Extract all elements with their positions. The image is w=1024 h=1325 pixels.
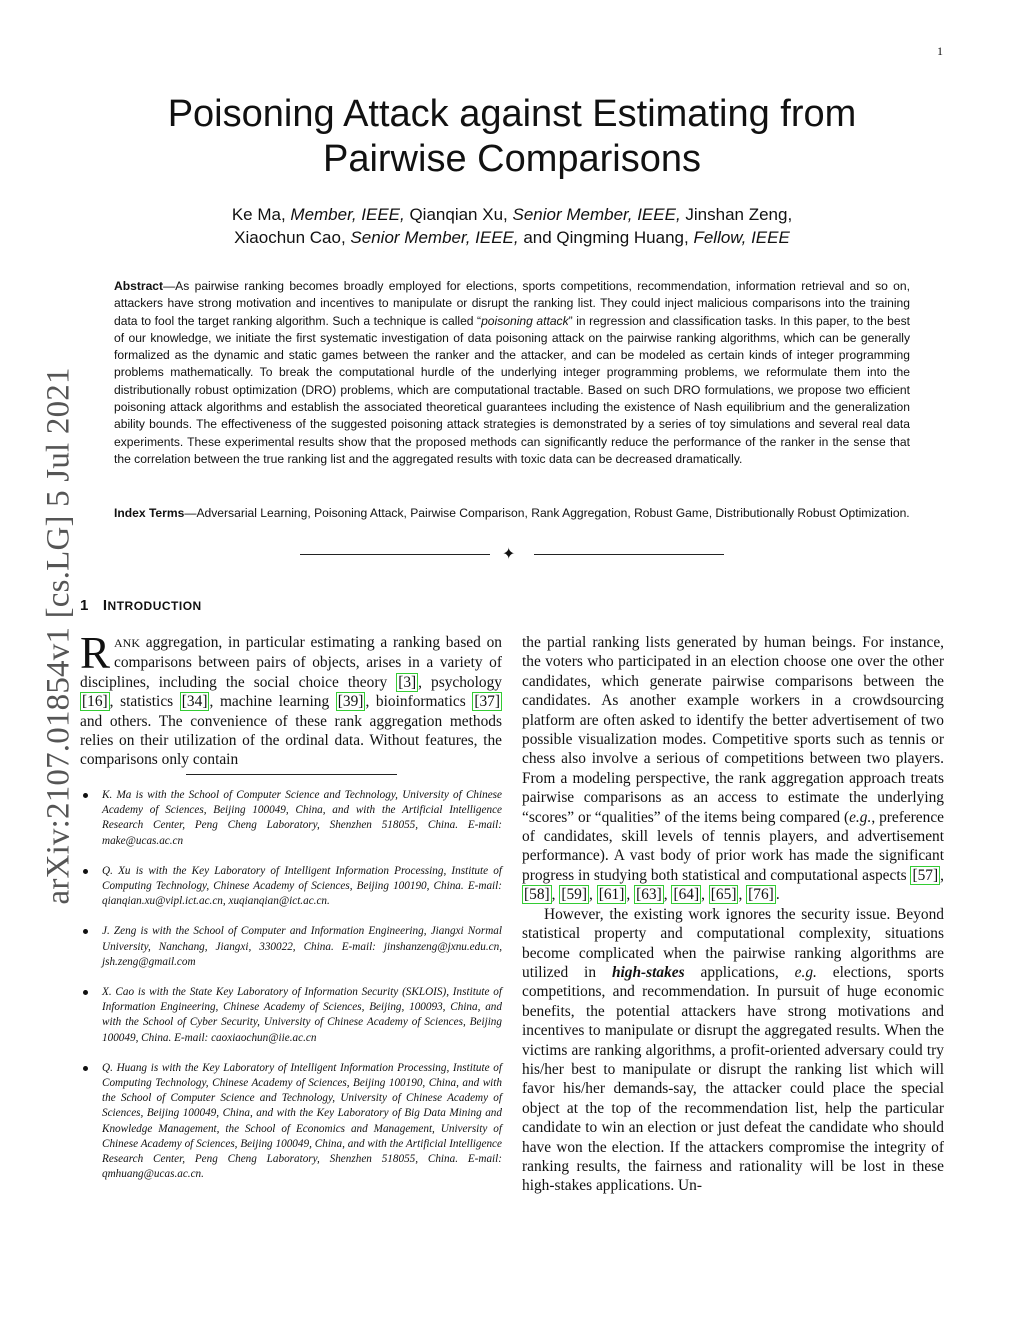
page-number: 1 bbox=[937, 44, 943, 58]
left-column-text: RANK aggregation, in particular estimating a ranking based on comparisons between pairs of objects, arises in a variety of disciplines, including the social choice theory [3] , psychology [16] , statistics [34] , machine learning [39] , bioinformatics [37] and others. The convenience of these rank aggregation methods relies on their utilization of the ordinal data. Without features, the comparisons only contain bbox=[80, 628, 502, 769]
citation-link[interactable]: [57] bbox=[912, 866, 939, 884]
drop-cap: R bbox=[80, 628, 111, 678]
footnote-item: Q. Xu is with the Key Laboratory of Intelligent Information Processing, Institute of Computing Technology, Chinese Academy of Sciences, Beijing 100190, China. E-mail: qianqian.xu@vipl.ict.ac.cn, xuqianqian@ict.ac.cn. bbox=[80, 864, 502, 910]
title-line-1: Poisoning Attack against Estimating from bbox=[167, 93, 857, 135]
citation-link[interactable]: [3] bbox=[398, 673, 417, 691]
paragraph: However, the existing work ignores the security issue. Beyond statistical property and computational complexity, situations become complicated when the pairwise ranking algorithms are utilized in high-stakes applications, e.g. elections, sports competitions, and recommendation. In pursuit of huge economic benefits, the potential attackers have strong motivations and incentives to manipulate or disrupt the aggregated results. When the victims are ranking algorithms, a profit-oriented adversary could try his/her best to manipulate or disrupt the ranking list which will favor his/her demands-say, the attacker could place the special object at the top of the recommendation list, help the particular candidate to win an election or just defeat the candidate who should have won the election. If the attackers compromise the integrity of ranking results, the fairness and rationality will be lost in these high-stakes applications. Un- bbox=[522, 905, 945, 1195]
affiliation-footnotes bbox=[80, 788, 502, 1197]
citation-link[interactable]: [64] bbox=[673, 886, 700, 904]
bullet-icon bbox=[83, 1066, 88, 1071]
authors-line-2: Xiaochun Cao, Senior Member, IEEE, and Qingming Huang, Fellow, IEEE bbox=[234, 228, 790, 247]
citation-link[interactable]: [37] bbox=[474, 693, 500, 711]
section-heading: 1 INTRODUCTION bbox=[80, 597, 202, 614]
citation-link[interactable]: [34] bbox=[181, 693, 208, 711]
index-terms: Index Terms—Adversarial Learning, Poisoning Attack, Pairwise Comparison, Rank Aggregation, Robust Game, Distributionally Robust Optimization. bbox=[114, 506, 910, 520]
citation-link[interactable]: [65] bbox=[710, 886, 737, 904]
bullet-icon bbox=[83, 793, 88, 798]
citation-link[interactable]: [16] bbox=[82, 693, 108, 711]
authors-line-1: Ke Ma, Member, IEEE, Qianqian Xu, Senior Member, IEEE, Jinshan Zeng, bbox=[231, 205, 793, 224]
title-line-2: Pairwise Comparisons bbox=[322, 138, 701, 180]
footnote-rule bbox=[186, 774, 397, 775]
footnote-item: X. Cao is with the State Key Laboratory of Information Security (SKLOIS), Institute of Information Engineering, Chinese Academy of Sciences, Beijing, 100093, China, and with the School of Cyber Security, University of Chinese Academy of Sciences, Beijing 100049, China. E-mail: caoxiaochun@iie.ac.cn bbox=[80, 985, 502, 1046]
footnote-item: K. Ma is with the School of Computer Science and Technology, University of Chinese Academy of Sciences, Beijing 100049, China, and with the Artificial Intelligence Research Center, Peng Cheng Laboratory, Shenzhen 518055, China. E-mail: make@ucas.ac.cn bbox=[80, 788, 502, 849]
citation-link[interactable]: [58] bbox=[524, 886, 550, 904]
section-divider bbox=[300, 546, 724, 566]
divider-line-right bbox=[534, 554, 724, 555]
footnote-item: Q. Huang is with the Key Laboratory of Intelligent Information Processing, Institute of Computing Technology, Chinese Academy of Sciences, Beijing 100190, China, and with the School of Computer Science and Technology, University of Chinese Academy of Sciences, Beijing 100049, China, and with the Key Laboratory of Big Data Mining and Knowledge Management, the School of Economics and Management, University of Chinese Academy of Sciences, Beijing 100049, China, and with the Artificial Intelligence Research Center, Peng Cheng Laboratory, Shenzhen 518055, China. E-mail: qmhuang@ucas.ac.cn. bbox=[80, 1061, 502, 1183]
citation-link[interactable]: [63] bbox=[636, 886, 662, 904]
footnote-item: J. Zeng is with the School of Computer and Information Engineering, Jiangxi Normal University, Nanchang, Jiangxi, 330022, China. E-mail: jinshanzeng@jxnu.edu.cn, jsh.zeng@gmail.com bbox=[80, 924, 502, 970]
citation-link[interactable]: [59] bbox=[561, 886, 588, 904]
paper-title bbox=[80, 92, 944, 182]
bullet-icon bbox=[83, 929, 88, 934]
arxiv-stamp: arXiv:2107.01854v1 [cs.LG] 5 Jul 2021 bbox=[40, 367, 77, 905]
divider-line-left bbox=[300, 554, 490, 555]
citation-link[interactable]: [76] bbox=[748, 886, 774, 904]
paragraph: the partial ranking lists generated by human beings. For instance, the voters who participated in an election choose one over the other candidates, which generate pairwise comparisons between the candidates. As another example workers in a crowdsourcing platform are often asked to identify the better advertisement of two possible visualization modes. Competitive sports such as tennis or chess also involve a serious of competitions between two players. From a modeling perspective, the rank aggregation approach treats pairwise comparisons as an access to estimate the underlying “scores” or “qualities” of the items being compared (e.g., preference of candidates, skill levels of tennis players, and advertisement performance). A vast body of prior work has made the significant progress in studying both statistical and computational aspects [57] , [58] , [59] , [61] , [63] , [64] , [65] , [76] . bbox=[522, 634, 945, 904]
author-list bbox=[80, 203, 944, 249]
divider-star-icon: ✦ bbox=[502, 544, 516, 563]
bullet-icon bbox=[83, 869, 88, 874]
abstract: Abstract—As pairwise ranking becomes broadly employed for elections, sports competitions, recommendation, information retrieval and so on, attackers have strong motivation and incentives to manipulate or disrupt the ranking list. They could inject malicious comparisons into the training data to fool the target ranking algorithm. Such a technique is called “poisoning attack” in regression and classification tasks. In this paper, to the best of our knowledge, we initiate the first systematic investigation of data poisoning attack on the pairwise ranking algorithms, which can be generally formalized as the dynamic and static games between the ranker and the attacker, and can be modeled as certain kinds of integer programming problems mathematically. To break the computational hurdle of the underlying integer programming problems, we reformulate them into the distributionally robust optimization (DRO) problems, which are computational tractable. Based on such DRO formulations, we propose two efficient poisoning attack algorithms and establish the associated theoretical guarantees including the existence of Nash equilibrium and the generalization ability bounds. The effectiveness of the suggested poisoning attack strategies is demonstrated by a series of toy simulations and several real data experiments. These experimental results show that the proposed methods can significantly reduce the performance of the ranker in the sense that the correlation between the true ranking list and the aggregated results with toxic data can be decreased dramatically. bbox=[114, 279, 910, 466]
index-terms-label: Index Terms bbox=[114, 506, 185, 520]
right-column-text bbox=[522, 633, 944, 1196]
bullet-icon bbox=[83, 990, 88, 995]
citation-link[interactable]: [39] bbox=[337, 693, 364, 711]
abstract-label: Abstract bbox=[114, 279, 164, 293]
citation-link[interactable]: [61] bbox=[598, 886, 625, 904]
